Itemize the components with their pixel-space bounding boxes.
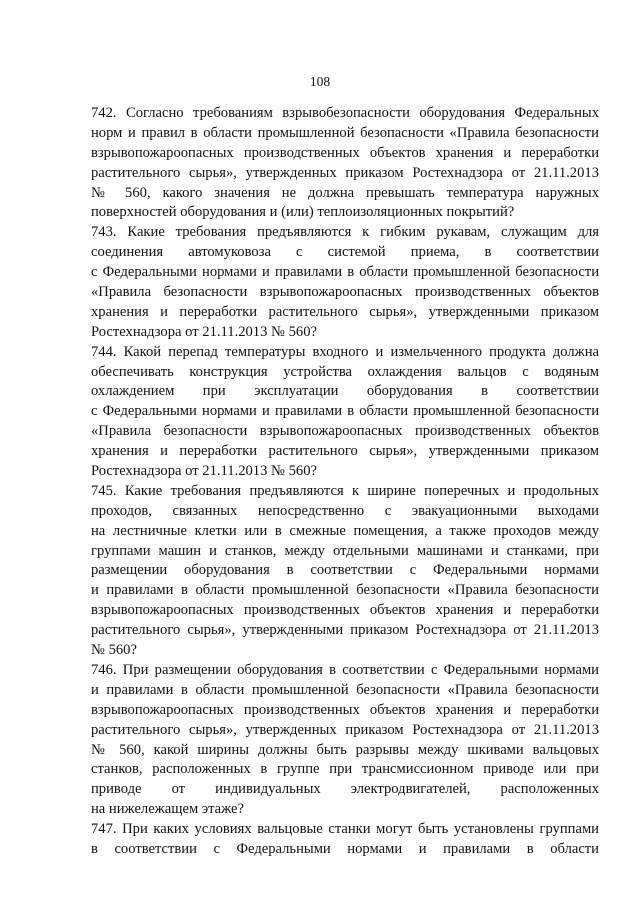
text-line: норм и правил в области промышленной безопасности «Правила безопасности — [91, 124, 599, 141]
text-line: 745. Какие требования предъявляются к ширине поперечных и продольных — [91, 482, 599, 499]
text-line: 743. Какие требования предъявляются к гибким рукавам, служащим для — [91, 224, 599, 241]
text-line: Ростехнадзора от 21.11.2013 № 560? — [91, 323, 317, 340]
text-line: Ростехнадзора от 21.11.2013 № 560? — [91, 463, 317, 480]
text-line: проходов, связанных непосредственно с эвакуационными выходами — [91, 502, 599, 519]
text-line: взрывопожароопасных производственных объектов хранения и переработки — [91, 701, 599, 718]
text-line: растительного сырья», утвержденных приказом Ростехнадзора от 21.11.2013 — [91, 164, 599, 181]
text-line: с Федеральными нормами и правилами в области промышленной безопасности — [91, 264, 599, 281]
text-line: взрывопожароопасных производственных объектов хранения и переработки — [91, 144, 599, 161]
text-line: растительного сырья», утвержденных приказом Ростехнадзора от 21.11.2013 — [91, 721, 599, 738]
text-line: 744. Какой перепад температуры входного и измельченного продукта должна — [91, 343, 599, 360]
text-line: группами машин и станков, между отдельными машинами и станками, при — [91, 542, 599, 559]
text-line: 747. При каких условиях вальцовые станки могут быть установлены группами — [91, 821, 599, 838]
text-line: 746. При размещении оборудования в соответствии с Федеральными нормами — [91, 661, 599, 678]
text-line: обеспечивать конструкция устройства охлаждения вальцов с водяным — [91, 363, 599, 380]
text-line: в соответствии с Федеральными нормами и правилами в области — [91, 840, 599, 857]
text-line: станков, расположенных в группе при трансмиссионном приводе или при — [91, 761, 599, 778]
text-line: «Правила безопасности взрывопожароопасных производственных объектов — [91, 284, 599, 301]
text-line: «Правила безопасности взрывопожароопасных производственных объектов — [91, 423, 599, 440]
text-line: размещении оборудования в соответствии с Федеральными нормами — [91, 562, 599, 579]
text-line: на лестничные клетки или в смежные помещения, а также проходов между — [91, 522, 599, 539]
page-number: 108 — [309, 74, 331, 89]
text-line: 742. Согласно требованиям взрывобезопасности оборудования Федеральных — [91, 105, 599, 121]
document-body — [91, 104, 599, 860]
text-line: с Федеральными нормами и правилами в области промышленной безопасности — [91, 403, 599, 420]
text-line: на нижележащем этаже? — [91, 801, 244, 818]
text-line: № 560, какой ширины должны быть разрывы между шкивами вальцовых — [91, 741, 599, 758]
text-line: приводе от индивидуальных электродвигателей, расположенных — [91, 781, 599, 798]
text-line: № 560, какого значения не должна превышать температура наружных — [91, 184, 599, 201]
text-line: охлаждением при эксплуатации оборудования в соответствии — [91, 383, 599, 400]
text-line: соединения автомуковоза с системой приема, в соответствии — [91, 244, 599, 261]
text-line: растительного сырья», утвержденными приказом Ростехнадзора от 21.11.2013 — [91, 622, 599, 639]
text-line: № 560? — [91, 642, 137, 659]
text-line: и правилами в области промышленной безопасности «Правила безопасности — [91, 681, 599, 698]
text-line: взрывопожароопасных производственных объектов хранения и переработки — [91, 602, 599, 619]
text-line: хранения и переработки растительного сырья», утвержденными приказом — [91, 443, 599, 460]
text-line: хранения и переработки растительного сырья», утвержденными приказом — [91, 303, 599, 320]
text-line: и правилами в области промышленной безопасности «Правила безопасности — [91, 582, 599, 599]
text-line: поверхностей оборудования и (или) теплоизоляционных покрытий? — [91, 204, 515, 221]
